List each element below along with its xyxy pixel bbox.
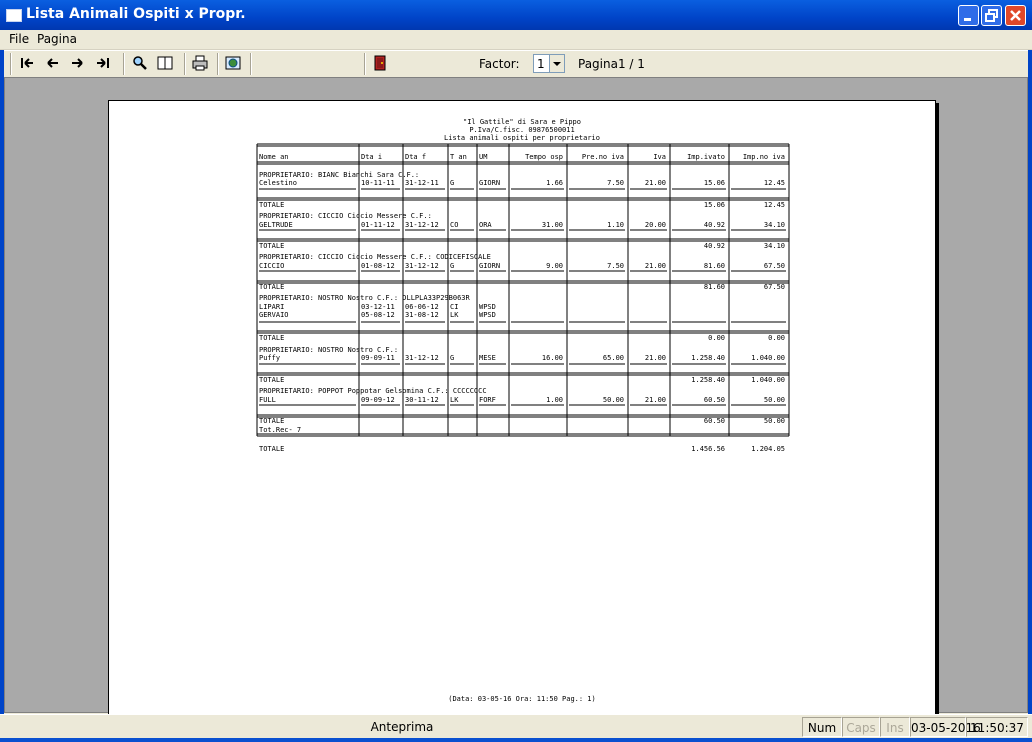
window-frame-right [1028,30,1032,738]
table-cell: 31-12-12 [405,354,439,362]
table-cell: 06-06-12 [405,303,439,311]
table-cell: 50.00 [602,396,624,404]
table-cell: 12.45 [763,179,785,187]
table-cell: 81.60 [703,262,725,270]
column-header: Nome an [259,153,289,161]
table-cell: 50.00 [763,417,785,425]
last-page-icon[interactable] [94,54,114,72]
report-grid [109,101,935,715]
status-mode: Anteprima [370,720,434,734]
column-header: Imp.no iva [742,153,785,161]
table-cell: G [450,354,455,362]
table-cell: MESE [479,354,496,362]
two-pages-icon[interactable] [155,54,175,72]
first-page-icon[interactable] [17,54,37,72]
table-cell: 1.00 [546,396,563,404]
report-subtitle: Lista animali ospiti per proprietario [444,134,600,142]
toolbar-separator [250,53,252,75]
table-cell: 40.92 [703,242,725,250]
owner-line: PROPRIETARIO: NOSTRO Nostro C.F.: DLLPLA33P29B063R [259,294,470,302]
grand-total-label: TOTALE [259,445,285,453]
table-cell: 03-12-11 [361,303,395,311]
menu-bar [0,30,1032,50]
total-label: TOTALE [259,201,285,209]
table-cell: LK [450,311,459,319]
table-cell: 34.10 [763,221,785,229]
table-cell: 30-11-12 [405,396,439,404]
printer-icon[interactable] [190,54,210,72]
table-cell: GIORN [479,179,501,187]
table-cell: 1.040.00 [751,354,785,362]
toolbar-separator [184,53,186,75]
column-header: Dta f [405,153,427,161]
column-header: Dta i [361,153,383,161]
previous-page-icon[interactable] [43,54,63,72]
table-cell: FORF [479,396,496,404]
status-num: Num [802,717,842,737]
owner-line: PROPRIETARIO: NOSTRO Nostro C.F.: [259,346,399,354]
total-label: TOTALE [259,334,285,342]
factor-value: 1 [537,57,545,71]
table-cell: Celestino [259,179,297,187]
next-page-icon[interactable] [68,54,88,72]
table-cell: CI [450,303,459,311]
factor-select[interactable] [533,54,565,73]
status-caps: Caps [842,717,880,737]
table-cell: 05-08-12 [361,311,395,319]
table-cell: 67.50 [763,262,785,270]
owner-line: Tot.Rec- 7 [259,426,302,434]
table-cell: ORA [479,221,492,229]
table-cell: 50.00 [763,396,785,404]
table-cell: WPSD [479,311,496,319]
table-cell: CO [450,221,459,229]
exit-door-icon[interactable] [370,54,390,72]
column-header: UM [479,153,488,161]
owner-line: PROPRIETARIO: BIANC Bianchi Sara C.F.: [259,171,420,179]
status-ins: Ins [880,717,910,737]
chevron-down-icon[interactable] [549,55,564,72]
table-cell: LK [450,396,459,404]
column-header: Tempo osp [525,153,563,161]
table-cell: 20.00 [644,221,666,229]
page-indicator: Pagina1 / 1 [578,57,645,71]
preview-area[interactable] [4,77,1028,713]
table-cell: WPSD [479,303,496,311]
table-cell: 0.00 [768,334,785,342]
window-title: Lista Animali Ospiti x Propr. [26,6,246,22]
table-cell: 40.92 [703,221,725,229]
table-cell: 1.10 [607,221,624,229]
status-bar [0,714,1032,739]
restore-button[interactable] [981,5,1002,26]
table-cell: 31-12-12 [405,221,439,229]
column-header: Iva [653,153,666,161]
menu-pagina[interactable]: Pagina [37,32,77,46]
table-cell: 15.06 [703,201,725,209]
grand-total-no-iva: 1.204.05 [751,445,785,453]
table-cell: 65.00 [602,354,624,362]
table-cell: 1.66 [546,179,563,187]
table-cell: G [450,179,455,187]
table-cell: 09-09-12 [361,396,395,404]
toolbar-separator [217,53,219,75]
report-page [108,100,936,716]
table-cell: 1.040.00 [751,376,785,384]
status-date: 03-05-2016 [910,717,966,737]
title-bar[interactable] [0,0,1032,30]
table-cell: 21.00 [644,354,666,362]
table-cell: 60.50 [703,417,725,425]
owner-line: PROPRIETARIO: CICCIO Ciccio Messere C.F.: [259,212,432,220]
app-icon[interactable] [6,9,22,22]
taskbar-edge [0,738,1032,742]
toolbar-separator [123,53,125,75]
column-header: Imp.ivato [687,153,725,161]
total-label: TOTALE [259,376,285,384]
report-title: "Il Gattile" di Sara e Pippo [462,118,581,126]
table-cell: 9.00 [546,262,563,270]
factor-label: Factor: [479,57,520,71]
table-cell: 21.00 [644,179,666,187]
total-label: TOTALE [259,417,285,425]
table-cell: 34.10 [763,242,785,250]
column-header: T an [450,153,467,161]
table-cell: 12.45 [763,201,785,209]
status-time: 11:50:37 [966,717,1028,737]
table-cell: 16.00 [541,354,563,362]
owner-line: PROPRIETARIO: CICCIO Ciccio Messere C.F.: CODICEFISCALE [259,253,491,261]
table-cell: 21.00 [644,396,666,404]
table-cell: 31-08-12 [405,311,439,319]
table-cell: 81.60 [703,283,725,291]
table-cell: FULL [259,396,276,404]
table-cell: 7.50 [607,262,624,270]
table-cell: 7.50 [607,179,624,187]
column-header: Pre.no iva [581,153,624,161]
table-cell: 01-08-12 [361,262,395,270]
table-cell: 0.00 [708,334,725,342]
table-cell: 15.06 [703,179,725,187]
table-cell: GELTRUDE [259,221,293,229]
close-button[interactable] [1005,5,1026,26]
table-cell: 31.00 [541,221,563,229]
total-label: TOTALE [259,242,285,250]
toolbar-separator [10,53,12,75]
table-cell: 67.50 [763,283,785,291]
table-cell: 31-12-11 [405,179,439,187]
table-cell: 09-09-11 [361,354,395,362]
toolbar-separator [364,53,366,75]
owner-line: PROPRIETARIO: POPPOT Poppotar Gelsomina C.F.: CCCCCCCC [259,387,487,395]
table-cell: 21.00 [644,262,666,270]
table-cell: LIPARI [259,303,285,311]
minimize-button[interactable] [958,5,979,26]
table-cell: 1.258.40 [691,376,725,384]
table-cell: G [450,262,455,270]
table-cell: 60.50 [703,396,725,404]
table-cell: 31-12-12 [405,262,439,270]
total-label: TOTALE [259,283,285,291]
table-cell: 01-11-12 [361,221,395,229]
report-footer: (Data: 03-05-16 Ora: 11:50 Pag.: 1) [448,695,596,703]
report-vat: P.Iva/C.fisc. 09876500011 [469,126,575,134]
table-cell: GERVAIO [259,311,289,319]
grand-total-ivato: 1.456.56 [691,445,725,453]
zoom-icon[interactable] [130,54,150,72]
menu-file[interactable]: File [9,32,30,46]
table-cell: GIORN [479,262,501,270]
table-cell: 1.258.40 [691,354,725,362]
table-cell: CICCIO [259,262,285,270]
setup-icon[interactable] [223,54,243,72]
table-cell: 10-11-11 [361,179,395,187]
toolbar [4,50,1028,78]
table-cell: Puffy [259,354,281,362]
